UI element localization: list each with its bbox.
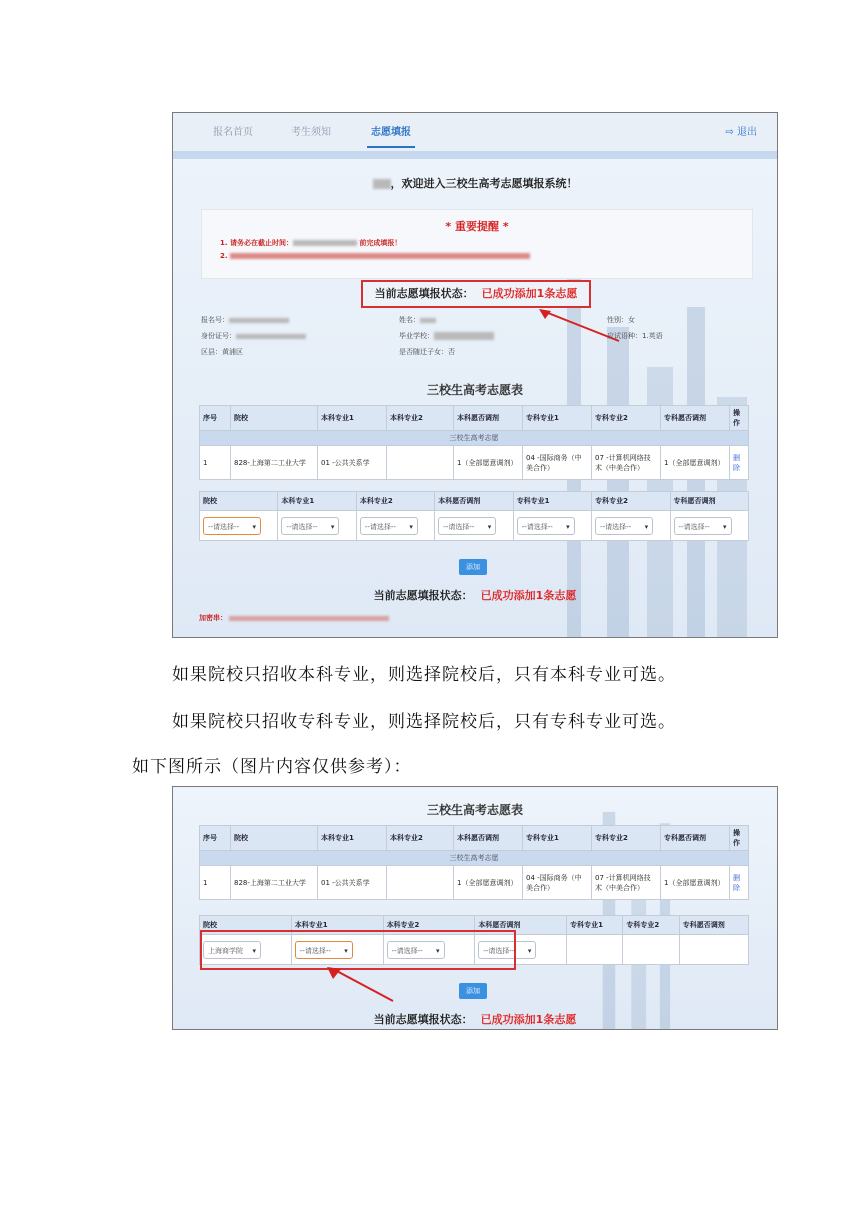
fh-school: 院校 [200, 492, 278, 511]
form2-cell-zk1 [567, 935, 623, 965]
redacted-deadline [293, 240, 357, 246]
choice-form [199, 491, 749, 541]
zk1-select[interactable]: --请选择-- ▾ [517, 517, 575, 535]
notice-title: * 重要提醒 * [445, 220, 509, 233]
form2-cell-zk-adjust [679, 935, 748, 965]
reg-code-label: 加密串： [199, 614, 227, 622]
zk-adjust-select[interactable]: --请选择-- ▾ [674, 517, 732, 535]
notice-line-2 [220, 252, 752, 260]
delete-link-2[interactable]: 删除 [733, 873, 740, 892]
status-bottom-2-label: 当前志愿填报状态： [373, 1013, 473, 1026]
notice-line-1 [220, 238, 752, 248]
notice-line-1-suffix: 前完成填报！ [359, 239, 402, 247]
cell2-zk1: 04 -国际商务（中美合作） [523, 866, 592, 900]
th-zk-adjust: 专科愿否调剂 [661, 406, 730, 431]
th-bk-adjust: 本科愿否调剂 [454, 406, 523, 431]
choice-table-2 [199, 825, 749, 900]
redacted-name [373, 179, 391, 189]
tab-fill[interactable]: 志愿填报 [371, 123, 411, 138]
top-nav [173, 113, 777, 159]
th2-bk1: 本科专业1 [318, 826, 387, 851]
th-action: 操作 [730, 406, 749, 431]
redacted-notice [230, 253, 530, 259]
table-header-row [200, 406, 749, 431]
cell-school: 828-上海第二工业大学 [231, 446, 318, 480]
selection-highlight-box [200, 930, 516, 970]
th-bk2: 本科专业2 [387, 406, 454, 431]
table-group-row: 三校生高考志愿 [200, 431, 749, 446]
th2-action: 操作 [730, 826, 749, 851]
fh2-bk1: 本科专业1 [291, 916, 383, 935]
cell-zk2: 07 -计算机网络技术（中美合作） [592, 446, 661, 480]
welcome-text [173, 175, 777, 191]
add-button[interactable]: 添加 [459, 559, 487, 575]
screenshot-2 [172, 786, 778, 1030]
zk2-select[interactable]: --请选择-- ▾ [595, 517, 653, 535]
form-row [200, 511, 749, 541]
bk-adjust-select[interactable]: --请选择-- ▾ [438, 517, 496, 535]
fh2-zk2: 专科专业2 [623, 916, 679, 935]
fh-bk1: 本科专业1 [278, 492, 356, 511]
arrow-annotation-2 [323, 965, 403, 1005]
table-group-row-2: 三校生高考志愿 [200, 851, 749, 866]
bk1-select-2[interactable]: --请选择-- ▾ [295, 941, 353, 959]
table-row [200, 446, 749, 480]
redacted-id-no [236, 334, 306, 339]
status-value: 已成功添加1条志愿 [481, 287, 578, 300]
th2-bk-adjust: 本科愿否调剂 [454, 826, 523, 851]
cell2-index: 1 [200, 866, 231, 900]
th2-school: 院校 [231, 826, 318, 851]
redacted-reg-no [229, 318, 289, 323]
form-cell-bk-adjust [435, 511, 513, 541]
school-select[interactable]: --请选择-- ▾ [203, 517, 261, 535]
th2-bk2: 本科专业2 [387, 826, 454, 851]
info-school [399, 331, 494, 341]
form-cell-zk1 [513, 511, 591, 541]
cell-index: 1 [200, 446, 231, 480]
paragraph-1: 如果院校只招收本科专业，则选择院校后，只有本科专业可选。 [172, 665, 676, 685]
logout-label: 退出 [737, 127, 757, 138]
screenshot-1 [172, 112, 778, 638]
th2-zk1: 专科专业1 [523, 826, 592, 851]
bk-adjust-select-2[interactable]: --请选择-- ▾ [478, 941, 536, 959]
th2-zk2: 专科专业2 [592, 826, 661, 851]
tab-notice[interactable]: 考生须知 [291, 127, 331, 138]
school-select-2[interactable]: 上海商学院 ▾ [203, 941, 261, 959]
fh-bk2: 本科专业2 [356, 492, 434, 511]
fh2-bk2: 本科专业2 [383, 916, 475, 935]
form-cell-school [200, 511, 278, 541]
fh-zk-adjust: 专科愿否调剂 [670, 492, 748, 511]
info-exam-lang: 应试语种：1.英语 [607, 332, 663, 340]
logout-button[interactable] [725, 123, 757, 138]
tab-home[interactable]: 报名首页 [213, 127, 253, 138]
cell-bk1: 01 -公共关系学 [318, 446, 387, 480]
th2-zk-adjust: 专科愿否调剂 [661, 826, 730, 851]
form2-cell-zk2 [623, 935, 679, 965]
th-zk2: 专科专业2 [592, 406, 661, 431]
logout-icon: ⇨ [725, 127, 734, 138]
status-bottom-2 [173, 1011, 777, 1027]
status-bottom-2-value: 已成功添加1条志愿 [480, 1013, 577, 1026]
status-bottom-value: 已成功添加1条志愿 [480, 589, 577, 602]
info-school-label: 毕业学校： [399, 332, 434, 340]
form-cell-bk1 [278, 511, 356, 541]
info-reg-no [201, 315, 289, 325]
paragraph-2: 如果院校只招收专科专业，则选择院校后，只有专科专业可选。 [172, 712, 676, 732]
fh-zk1: 专科专业1 [513, 492, 591, 511]
cell2-bk-adjust: 1（全部愿意调剂） [454, 866, 523, 900]
fh2-school: 院校 [200, 916, 292, 935]
th-index: 序号 [200, 406, 231, 431]
form-cell-bk2 [356, 511, 434, 541]
status-label: 当前志愿填报状态： [374, 287, 474, 300]
form-cell-zk-adjust [670, 511, 748, 541]
info-name [399, 315, 436, 325]
cell2-zk-adjust: 1（全部愿意调剂） [661, 866, 730, 900]
info-id-no-label: 身份证号： [201, 332, 236, 340]
th-zk1: 专科专业1 [523, 406, 592, 431]
cell-zk1: 04 -国际商务（中美合作） [523, 446, 592, 480]
th2-index: 序号 [200, 826, 231, 851]
cell-bk2 [387, 446, 454, 480]
cell2-zk2: 07 -计算机网络技术（中美合作） [592, 866, 661, 900]
notice-line-2-prefix: 2. [220, 252, 228, 260]
fh2-zk1: 专科专业1 [567, 916, 623, 935]
notice-box [201, 209, 753, 279]
cell-zk-adjust: 1（全部愿意调剂） [661, 446, 730, 480]
bk1-select[interactable]: --请选择-- ▾ [281, 517, 339, 535]
redacted-student-name [420, 318, 436, 323]
cell-bk-adjust: 1（全部愿意调剂） [454, 446, 523, 480]
info-gender: 性别：女 [607, 316, 635, 324]
status-bottom [173, 587, 777, 603]
table-header-row-2 [200, 826, 749, 851]
add-button-2[interactable]: 添加 [459, 983, 487, 999]
delete-link[interactable]: 删除 [733, 453, 740, 472]
notice-line-1-prefix: 1. 请务必在截止时间： [220, 239, 293, 247]
cell2-school: 828-上海第二工业大学 [231, 866, 318, 900]
redacted-school [434, 332, 494, 340]
fh-bk-adjust: 本科愿否调剂 [435, 492, 513, 511]
reg-code [199, 613, 389, 623]
choice-table [199, 405, 749, 480]
fh2-zk-adjust: 专科愿否调剂 [679, 916, 748, 935]
table-title: 三校生高考志愿表 [426, 383, 523, 397]
cell2-bk2 [387, 866, 454, 900]
status-highlight-box [361, 280, 591, 308]
info-district: 区县：黄浦区 [201, 348, 243, 356]
table-title-2: 三校生高考志愿表 [426, 803, 523, 817]
paragraph-3: 如下图所示（图片内容仅供参考）： [132, 757, 412, 777]
cell2-bk1: 01 -公共关系学 [318, 866, 387, 900]
cell2-action [730, 866, 749, 900]
form-header-row [200, 492, 749, 511]
table-row [200, 866, 749, 900]
form-cell-zk2 [592, 511, 670, 541]
redacted-reg-code [229, 616, 389, 621]
cell-action [730, 446, 749, 480]
fh2-bk-adjust: 本科愿否调剂 [475, 916, 567, 935]
th-bk1: 本科专业1 [318, 406, 387, 431]
fh-zk2: 专科专业2 [592, 492, 670, 511]
info-reg-no-label: 报名号： [201, 316, 229, 324]
th-school: 院校 [231, 406, 318, 431]
bk2-select[interactable]: --请选择-- ▾ [360, 517, 418, 535]
info-name-label: 姓名： [399, 316, 420, 324]
info-migrant: 是否随迁子女：否 [399, 348, 455, 356]
info-id-no [201, 331, 306, 341]
bk2-select-2[interactable]: --请选择-- ▾ [387, 941, 445, 959]
welcome-label: ，欢迎进入三校生高考志愿填报系统！ [390, 177, 578, 190]
status-bottom-label: 当前志愿填报状态： [373, 589, 473, 602]
